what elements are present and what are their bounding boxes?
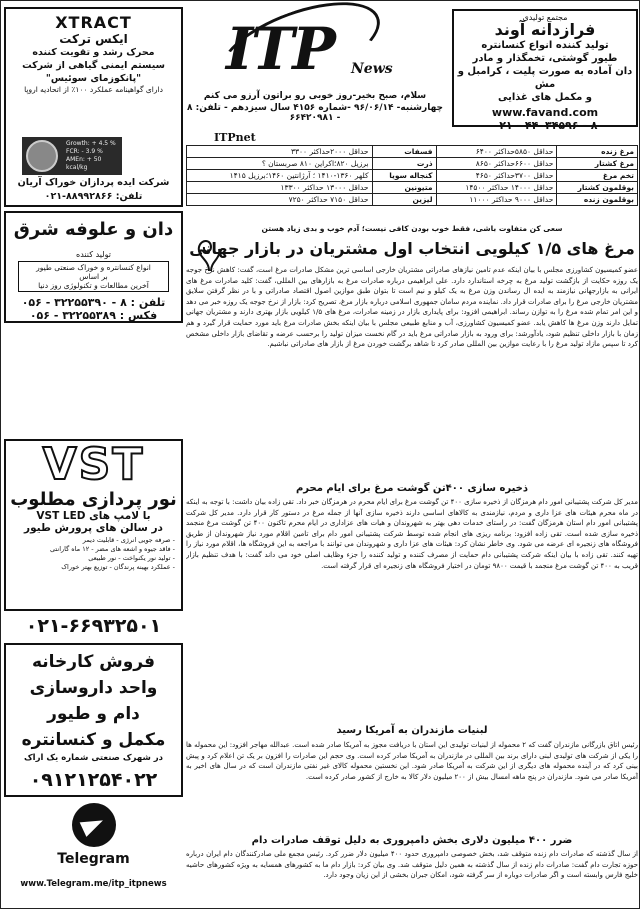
price-cell: تخم مرغ: [557, 170, 638, 182]
article-4-title: ضرر ۴۰۰ میلیون دلاری بخش دامپروری به دلیل توقف صادرات دام: [251, 835, 573, 846]
price-row: [187, 182, 638, 194]
vst-logo: VST: [42, 439, 145, 490]
factory-line-2: واحد داروسازی: [29, 678, 158, 698]
shargh-line-4: آخرین مطالعات و تکنولوژی روز دنیا: [38, 281, 149, 290]
vst-bullet-4: - عملکرد بهینه پرندگان - توزیع بهتر خوراک: [61, 563, 175, 571]
company-desc-4: و مکمل های غذایی: [497, 92, 593, 103]
main-column: [186, 3, 638, 908]
price-row: [187, 170, 638, 182]
price-table: [186, 145, 638, 206]
price-cell: مرغ زنده: [557, 146, 638, 158]
article-3-body: رئیس اتاق بازرگانی مازندران گفت که ۲ محموله از لبنیات تولیدی این استان با دریافت مجوز به آمریکا صادر شده است. عبدالله مهاجر افزود: این محموله ها را یکی از شرکت های تولیدی لبنی دارای برند بین المللی در مازندران به آمریکا صادر کرده است. وی حجم این صادرات را افزون بر یک تن اعلام کرد و پیش بینی کرد که در آینده محموله های دیگری از این شرکت به آمریکا صادر شود. این نخستین محموله کالای غیر نفتی مازندران است که در سال های اخیر به آمریکا صادر می شود. مازندران در پنج ماهه امسال بیش از ۲۰۰ میلیون دلار کالا به خارج از کشور صادر کرده است.: [186, 741, 638, 781]
price-cell: ذرت: [372, 158, 436, 170]
price-cell: حداقل ۷۱۵۰ حداکثر ۷۲۵۰: [187, 194, 373, 206]
article-4-body: از سال گذشته که صادرات دام زنده متوقف شد، بخش خصوصی دامپروری حدود ۴۰۰ میلیون دلار ضرر کرد. رئیس مجمع ملی صادرکنندگان دام ایران درباره حوزه تجارت دام گفت: صادرات دام زنده از سال گذشته به همین دلیل متوقف شد. وی بیان کرد: بازار دام ما به کشورهای همسایه به ویژه کشورهای حاشیه خلیج فارس وابسته است و اگر صادرات دوباره از سر گرفته شود، امکان جبران بخشی از این زیان وجود دارد.: [186, 850, 638, 880]
company-small-label: مجتمع تولیدی: [522, 13, 568, 22]
company-desc-2: طیور گوشتی، تخمگذار و مادر: [472, 53, 618, 64]
telegram-ad: [4, 799, 183, 906]
vst-bullet-2: - فاقد جیوه و اشعه های مضر - ۱۲ ماه گارانتی: [50, 545, 175, 553]
article-2-title: ذخیره سازی ۴۰۰تن گوشت مرغ برای ایام محرم: [295, 483, 529, 494]
price-cell: لیزین: [372, 194, 436, 206]
telegram-icon: [72, 803, 116, 847]
shargh-phone: تلفن : ۸ - ۳۲۲۵۵۳۹۰ - ۰۵۶: [21, 296, 166, 309]
xtract-company: شرکت ایده پردازان خوراک آریان: [17, 177, 170, 188]
logo-text: ITP: [226, 15, 334, 83]
xtract-stats-panel: [22, 137, 122, 175]
price-cell: حداقل ۱۳۰۰۰ حداکثر ۱۳۳۰۰: [187, 182, 373, 194]
issue-line: چهارشنبه- ۹۶/۰۶/۱۴ -شماره ۴۱۵۶ سال سیزدهم - تلفن: ۸ - ۶۶۴۲۰۹۸۱: [186, 103, 444, 123]
xtract-logo: XTRACT: [55, 13, 132, 32]
xtract-stat-fcr: FCR: - 3.9 %: [66, 148, 103, 155]
xtract-stat-amen: AMEn: + 50 kcal/kg: [66, 156, 102, 171]
xtract-title: ایکس ترکت: [59, 32, 128, 46]
price-cell: بوقلمون کشتار: [557, 182, 638, 194]
price-cell: فسفات: [372, 146, 436, 158]
vst-phone: ۰۲۱-۶۶۹۳۲۵۰۱: [25, 615, 162, 637]
factory-line-4: مکمل و کنسانتره: [21, 730, 166, 750]
article-3-title: لبنیات مازندران به آمریکا رسید: [336, 725, 488, 736]
itp-news-logo: [186, 11, 444, 91]
shargh-title: دان و علوفه شرق: [13, 219, 174, 240]
shargh-line-3: بر اساس: [79, 272, 108, 281]
article-1-body: عضو کمیسیون کشاورزی مجلس با بیان اینکه عدم تامین نیازهای صادراتی مشتریان خارجی اساسی ترین مشکل صادرات مرغ است، گفت: کاهش نرخ جوجه یک روزه حکایت از بازگشت تولید مرغ به چرخه استاندارد دارد. علی ابراهیمی درباره صادرات مرغ به بازارهای بین المللی، گفت: کلید صادرات مرغ های ایرانی به بازارجهانی نیازمند به ایده ال رساندن وزن مرغ به یک کیلو و نیم است تا بتوان طبق موازین اصول اقتصاد صادراتی و با در نظر گرفتن سلایق مشتریان خارجی مرغ را برای صادرات قرار داد. نماینده مردم سامان جمهوری اسلامی درباره بازار مرغ، تصریح کرد: بازار از نرخ جوجه یک روزه خبر می دهد و این امر تمام شده مرغ را به توازن رساند. ابراهیمی افزود: برای پایداری بازار در زمینه صادرات، مرغ های ۱/۵ کیلویی بازار بهتری دارند و مشتریان جهانی تمایل دارند وزن مرغ ها کاهش یابد. عضو کمیسیون کشاورزی، آب و منابع طبیعی مجلس با بیان اینکه بخش صادرات مرغ باید مورد حمایت قرار گیرد و هم زمان با بازار داخلی تنظیم شود، یادآورشد: برای ورود به بازار صادراتی مرغ باید در گام نخست میزان تولید را برحسب عرضه و تقاضای بازار داخلی مشخص کرد تا سپس مازاد تولید مرغ را با رعایت موازین بین المللی صادر کرد تا شاهد برگشت خوردن مرغ از بازار های صادراتی نباشیم.: [186, 266, 638, 349]
factory-line-5: در شهرک صنعتی شماره یک اراک: [23, 753, 164, 763]
price-cell: حداقل ۶۶۰۰حداکثر ۸۶۵۰: [436, 158, 557, 170]
shargh-ad: [4, 211, 183, 323]
article-2-body: مدیر کل شرکت پشتیبانی امور دام هرمزگان از ذخیره سازی ۴۰۰ تن گوشت مرغ برای ایام محرم در هرمزگان خبر داد. تقی زاده بیان داشت: با توجه به اینکه در ماه محرم هیئات های عزا داری و مردم، نیازمندی به کالاهای اساسی دارند ذخیره سازی آنها از جمله مرغ در دستور کار قرار دارد. مدیر کل شرکت پشتیبانی امور دام استان هرمزگان گفت: در راستای خدمات دهی بهتر به شهروندان و هیات های عزاداری در ایام محرم تاکنون ۴۰۰ تن گوشت مرغ منجمد ذخیره سازی شده است. تقی زاده افزود: برنامه ریزی های انجام شده توسط شرکت پشتیبانی امور دام برای تامین اقلام مورد نیاز شهروندان از طریق فروشگاه های زنجیره ای عرضه می شود. وی خاطر نشان کرد: هیئات های عزا داری و شهروندان می توانند با مراجعه به این فروشگاه ها، اقلام مورد نیاز را تهیه کنند. تقی زاده با بیان اینکه شرکت پشتیبانی دام حمایت از مصرف کننده و تولید کننده را جزء وظایف اصلی خود می داند گفت: با هدف تنظیم بازار قریب به ۴۰۰ تن گوشت مرغ منجمد با قیمت ۹۸۰۰ تومان در اختیار فروشگاه های زنجیره ای قرار گرفته است.: [186, 498, 638, 570]
shargh-line-1: تولید کننده: [76, 250, 111, 259]
farazdane-ad: [452, 9, 638, 132]
telegram-label: Telegram: [57, 851, 130, 867]
ads-column: [4, 3, 183, 908]
price-cell: کنجاله سویا: [372, 170, 436, 182]
itpnet-logo: ITPnet: [214, 131, 256, 144]
shargh-line-2: انواع کنسانتره و خوراک صنعتی طیور: [36, 263, 151, 272]
factory-line-3: دام و طیور: [47, 704, 140, 724]
article-1-title: مرغ های ۱/۵ کیلویی انتخاب اول مشتریان در بازار جهانی: [189, 239, 635, 258]
shargh-fax: فکس : ۳۲۲۵۵۳۸۹ - ۰۵۶: [29, 309, 158, 322]
company-name: فرازدانه آوند: [494, 20, 596, 39]
price-cell: مرغ کشتار: [557, 158, 638, 170]
greeting: سلام، صبح بخیر-روز خوبی رو براتون آرزو می کنم: [203, 91, 427, 101]
factory-phone: ۰۹۱۲۱۲۵۴۰۲۲: [29, 769, 158, 791]
vst-ad: [4, 439, 183, 611]
price-cell: حداقل ۵۸۵۰حداکثر ۶۴۰۰: [436, 146, 557, 158]
price-cell: حداقل ۲۰۰۰حداکثر ۳۳۰۰: [187, 146, 373, 158]
price-cell: کلهر ۱۳۶۰-۱۴۱۰ ؛ آرژانتین ۱۴۶۰؛برزیل ۱۴۱۵: [187, 170, 373, 182]
price-row: [187, 146, 638, 158]
price-row: [187, 194, 638, 206]
factory-line-1: فروش کارخانه: [31, 652, 156, 672]
company-website[interactable]: www.favand.com: [491, 106, 599, 119]
xtract-line-4: دارای گواهینامه عملکرد ۱۰۰٪ از اتحادیه اروپا: [24, 85, 163, 94]
price-cell: متیونین: [372, 182, 436, 194]
price-row: [187, 158, 638, 170]
company-desc-3: دان آماده به صورت پلیت ، کرامبل و مش: [457, 66, 633, 90]
vst-line-1: با لامپ های VST LED: [36, 510, 151, 522]
xtract-line-2: سیستم ایمنی گیاهی از شرکت: [22, 60, 165, 71]
vst-line-2: در سالن های پرورش طیور: [24, 522, 163, 534]
xtract-line-1: محرک رشد و تقویت کننده: [32, 47, 155, 58]
company-desc-1: تولید کننده انواع کنسانتره: [481, 40, 609, 51]
price-cell: بوقلمون زنده: [557, 194, 638, 206]
xtract-phone: تلفن: ۸۸۹۹۲۸۶۶-۰۲۱: [44, 191, 143, 202]
price-cell: برزیل ۸۲۰؛اکراین ۸۱۰ صربستان ؟: [187, 158, 373, 170]
vst-bullet-3: - تولید نور یکنواخت - نور طبیعی: [88, 554, 175, 562]
logo-subtext: News: [351, 61, 393, 77]
price-cell: حداقل ۹۰۰۰ حداکثر ۱۱۰۰۰: [436, 194, 557, 206]
xtract-line-3: "پانکوزمای سوئیس": [45, 73, 142, 84]
price-cell: حداقل ۳۷۰۰حداکثر ۴۶۵۰: [436, 170, 557, 182]
factory-ad: [4, 643, 183, 797]
certificate-seal-icon: [26, 140, 58, 172]
vst-bullet-1: - صرفه جویی انرژی - قابلیت دیمر: [82, 536, 175, 544]
company-phone: ۰۲۱ - ۴۴۰۳۴۵۹۶ - ۸: [492, 119, 598, 132]
xtract-ad: [4, 7, 183, 207]
xtract-stat-growth: Growth: + 4.5 %: [66, 140, 116, 147]
slogan: سعی کن متفاوت باشی، فقط خوب بودن کافی نیست؛ آدم خوب و بدی زیاد هستن: [261, 224, 563, 233]
price-cell: حداقل ۱۴۰۰۰ حداکثر ۱۴۵۰۰: [436, 182, 557, 194]
vst-title: نور پردازی مطلوب: [10, 489, 177, 510]
telegram-url[interactable]: www.Telegram.me/itp_itpnews: [20, 879, 167, 889]
